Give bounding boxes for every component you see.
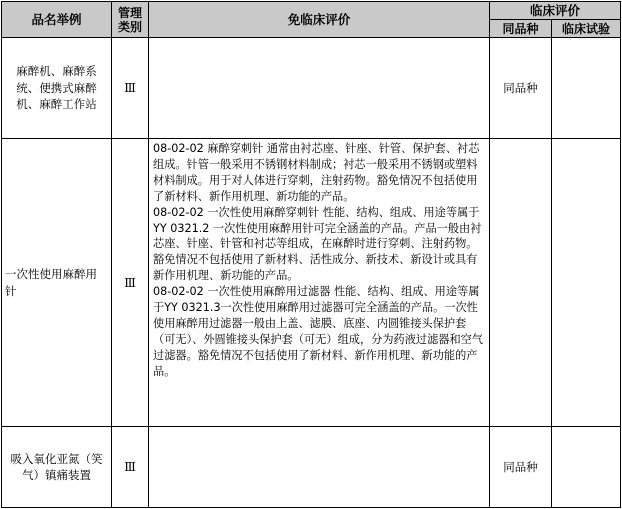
header-clinical-trial: 临床试验 <box>552 20 621 38</box>
medical-device-table <box>1 1 621 508</box>
management-class: Ⅲ <box>112 139 149 427</box>
product-name: 一次性使用麻醉用针 <box>2 139 112 427</box>
exempt-description <box>149 38 490 139</box>
exempt-paragraph: 08-02-02 一次性使用麻醉穿刺针 性能、结构、组成、用途等属于YY 0321.2 一次性使用麻醉用针可完全涵盖的产品。产品一般由衬芯座、针座、针管和衬芯等组成，在麻醉时进行穿刺、注射药物。豁免情况不包括使用了新材料、活性成分、新技术、新设计或具有新作用机理、新功能的产品。 <box>153 205 482 283</box>
product-name: 吸入氧化亚氮（笑气）镇痛装置 <box>2 427 112 508</box>
exempt-paragraph: 08-02-02 一次性使用麻醉用过滤器 性能、结构、组成、用途等属于YY 0321.3一次性使用麻醉用过滤器可完全涵盖的产品。一次性使用麻醉用过滤器一般由上盖、滤膜、底座、内圆锥接头保护套（可无）、外圆锥接头保护套（可无）组成，分为药液过滤器和空气过滤器。豁免情况不包括使用了新材料、新作用机理、新功能的产品。 <box>153 285 484 378</box>
table-row <box>2 38 621 139</box>
header-same-variety: 同品种 <box>490 20 552 38</box>
clinical-trial-cell <box>552 427 621 508</box>
table-row <box>2 427 621 508</box>
header-exempt-evaluation: 免临床评价 <box>149 2 490 38</box>
same-variety-cell: 同品种 <box>490 38 552 139</box>
same-variety-cell: 同品种 <box>490 427 552 508</box>
product-name: 麻醉机、麻醉系统、便携式麻醉机、麻醉工作站 <box>2 38 112 139</box>
same-variety-cell <box>490 139 552 427</box>
management-class: Ⅲ <box>112 427 149 508</box>
exempt-description <box>149 139 490 427</box>
header-product-examples: 品名举例 <box>2 2 112 38</box>
header-clinical-evaluation: 临床评价 <box>490 2 621 20</box>
clinical-trial-cell <box>552 38 621 139</box>
management-class: Ⅲ <box>112 38 149 139</box>
clinical-trial-cell <box>552 139 621 427</box>
header-management-class: 管理 类别 <box>112 2 149 38</box>
exempt-description <box>149 427 490 508</box>
table-row <box>2 139 621 427</box>
exempt-paragraph: 08-02-02 麻醉穿刺针 通常由衬芯座、针座、针管、保护套、衬芯组成。针管一般采用不锈钢材料制成；衬芯一般采用不锈钢或塑料材料制成。用于对人体进行穿刺，注射药物。豁免情况不包括使用了新材料、新作用机理、新功能的产品。 <box>153 142 480 203</box>
